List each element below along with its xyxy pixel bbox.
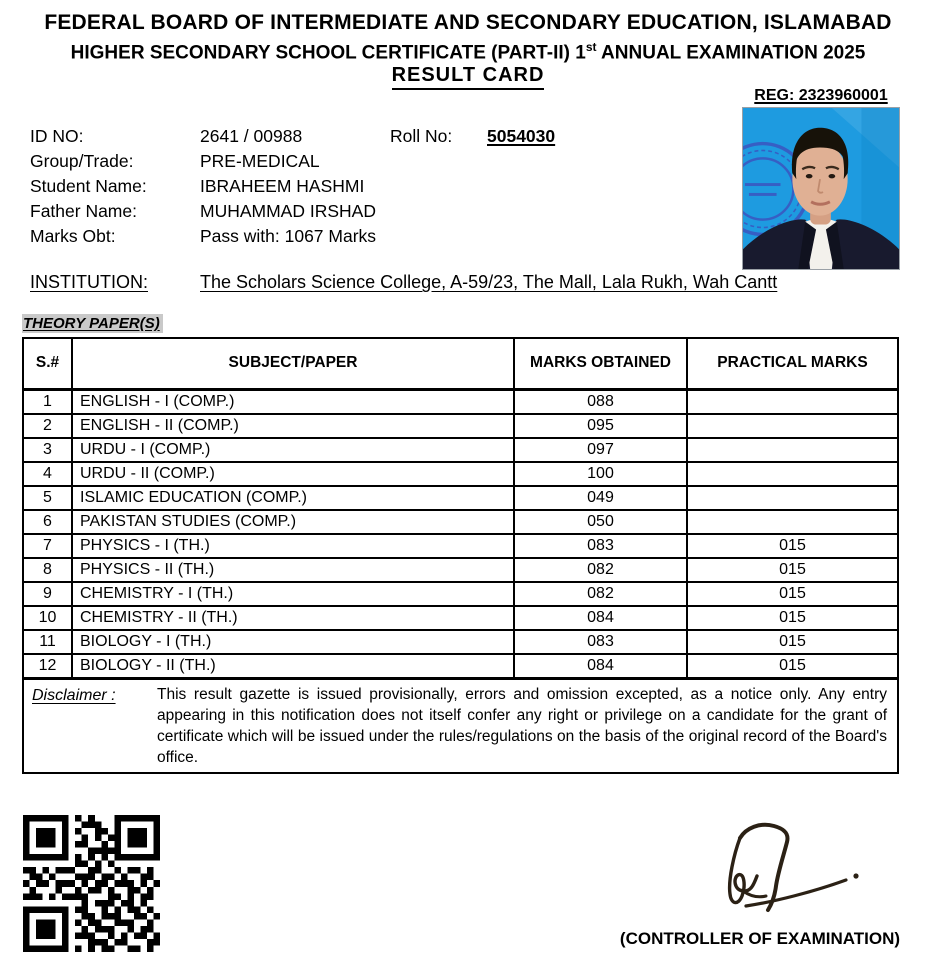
controller-of-examination-label: (CONTROLLER OF EXAMINATION): [619, 929, 901, 948]
table-row: [23, 630, 898, 654]
disclaimer-text: This result gazette is issued provisionally, errors and omission excepted, as a notice only. Any entry appearing in this notification does not itself confer any right or privilege on a candidate for the grant of certificate which will be issued under the rules/regulations on the basis of the original record of the Board's office.: [157, 685, 887, 766]
institution-row: [30, 271, 910, 295]
cell-sn: 6: [23, 510, 72, 534]
qr-code-svg: [23, 815, 160, 952]
cell-practical: [687, 389, 898, 414]
cell-marks: 100: [514, 462, 687, 486]
cell-practical: [687, 438, 898, 462]
cell-practical: 015: [687, 558, 898, 582]
exam-title-pre: HIGHER SECONDARY SCHOOL CERTIFICATE (PART-II) 1: [70, 42, 586, 64]
cell-marks: 084: [514, 654, 687, 679]
cell-sn: 10: [23, 606, 72, 630]
header-marks: MARKS OBTAINED: [514, 338, 687, 389]
result-card-heading: RESULT CARD: [0, 64, 936, 90]
registration-number: REG: 2323960001: [754, 87, 888, 104]
institution-label: INSTITUTION:: [30, 272, 148, 292]
table-row: [23, 486, 898, 510]
cell-practical: [687, 486, 898, 510]
table-row: [23, 582, 898, 606]
group-label: Group/Trade:: [30, 151, 134, 171]
table-row: [23, 510, 898, 534]
cell-marks: 083: [514, 534, 687, 558]
student-photo-image: [743, 108, 899, 269]
signature-icon: [688, 814, 878, 928]
marks-table-header-row: [23, 338, 898, 389]
table-row: [23, 606, 898, 630]
cell-marks: 050: [514, 510, 687, 534]
cell-subject: URDU - I (COMP.): [72, 438, 514, 462]
cell-marks: 095: [514, 414, 687, 438]
table-row: [23, 389, 898, 414]
cell-sn: 9: [23, 582, 72, 606]
cell-marks: 082: [514, 558, 687, 582]
cell-marks: 097: [514, 438, 687, 462]
father-name-value: MUHAMMAD IRSHAD: [200, 201, 376, 221]
cell-practical: [687, 414, 898, 438]
institution-value: The Scholars Science College, A-59/23, The Mall, Lala Rukh, Wah Cantt: [200, 272, 778, 292]
board-title: FEDERAL BOARD OF INTERMEDIATE AND SECONDARY EDUCATION, ISLAMABAD: [44, 11, 892, 34]
marks-table: [22, 337, 899, 774]
group-value: PRE-MEDICAL: [200, 151, 320, 171]
marks-obtained-label: Marks Obt:: [30, 226, 116, 246]
cell-subject: PHYSICS - II (TH.): [72, 558, 514, 582]
info-row-marks: [30, 224, 720, 249]
header-practical: PRACTICAL MARKS: [687, 338, 898, 389]
exam-title-post: ANNUAL EXAMINATION 2025: [596, 42, 866, 64]
cell-practical: 015: [687, 606, 898, 630]
id-label: ID NO:: [30, 126, 84, 146]
cell-sn: 5: [23, 486, 72, 510]
cell-sn: 8: [23, 558, 72, 582]
cell-subject: CHEMISTRY - II (TH.): [72, 606, 514, 630]
table-row: [23, 558, 898, 582]
cell-practical: [687, 462, 898, 486]
table-row: [23, 414, 898, 438]
cell-subject: CHEMISTRY - I (TH.): [72, 582, 514, 606]
cell-sn: 2: [23, 414, 72, 438]
father-name-label: Father Name:: [30, 201, 137, 221]
info-row-id: [30, 124, 720, 149]
cell-subject: ISLAMIC EDUCATION (COMP.): [72, 486, 514, 510]
cell-subject: BIOLOGY - II (TH.): [72, 654, 514, 679]
student-name-value: IBRAHEEM HASHMI: [200, 176, 365, 196]
info-row-father: [30, 199, 720, 224]
qr-code-icon: [23, 815, 160, 952]
cell-practical: [687, 510, 898, 534]
cell-marks: 088: [514, 389, 687, 414]
header-serial: S.#: [23, 338, 72, 389]
student-photo: [742, 107, 900, 270]
student-name-label: Student Name:: [30, 176, 147, 196]
marks-obtained-value: Pass with: 1067 Marks: [200, 226, 377, 246]
cell-marks: 084: [514, 606, 687, 630]
roll-no-value: 5054030: [487, 126, 556, 146]
cell-sn: 3: [23, 438, 72, 462]
cell-marks: 083: [514, 630, 687, 654]
cell-subject: ENGLISH - II (COMP.): [72, 414, 514, 438]
cell-subject: PHYSICS - I (TH.): [72, 534, 514, 558]
cell-practical: 015: [687, 534, 898, 558]
table-row: [23, 438, 898, 462]
disclaimer-row: [23, 678, 898, 773]
cell-sn: 11: [23, 630, 72, 654]
controller-signature: [688, 814, 878, 928]
info-row-name: [30, 174, 720, 199]
exam-title-superscript: st: [585, 40, 597, 54]
cell-practical: 015: [687, 630, 898, 654]
cell-subject: ENGLISH - I (COMP.): [72, 389, 514, 414]
disclaimer-label: Disclaimer :: [32, 686, 116, 704]
table-row: [23, 462, 898, 486]
cell-practical: 015: [687, 654, 898, 679]
cell-subject: PAKISTAN STUDIES (COMP.): [72, 510, 514, 534]
roll-no-label: Roll No:: [390, 126, 453, 146]
cell-marks: 082: [514, 582, 687, 606]
theory-papers-heading: THEORY PAPER(S): [22, 314, 163, 333]
exam-title: [0, 40, 936, 64]
cell-sn: 7: [23, 534, 72, 558]
cell-sn: 4: [23, 462, 72, 486]
cell-sn: 12: [23, 654, 72, 679]
cell-subject: BIOLOGY - I (TH.): [72, 630, 514, 654]
info-row-group: [30, 149, 720, 174]
id-value: 2641 / 00988: [200, 126, 303, 146]
cell-practical: 015: [687, 582, 898, 606]
cell-sn: 1: [23, 389, 72, 414]
cell-subject: URDU - II (COMP.): [72, 462, 514, 486]
cell-marks: 049: [514, 486, 687, 510]
header-subject: SUBJECT/PAPER: [72, 338, 514, 389]
student-info-section: [30, 124, 720, 249]
table-row: [23, 654, 898, 679]
table-row: [23, 534, 898, 558]
